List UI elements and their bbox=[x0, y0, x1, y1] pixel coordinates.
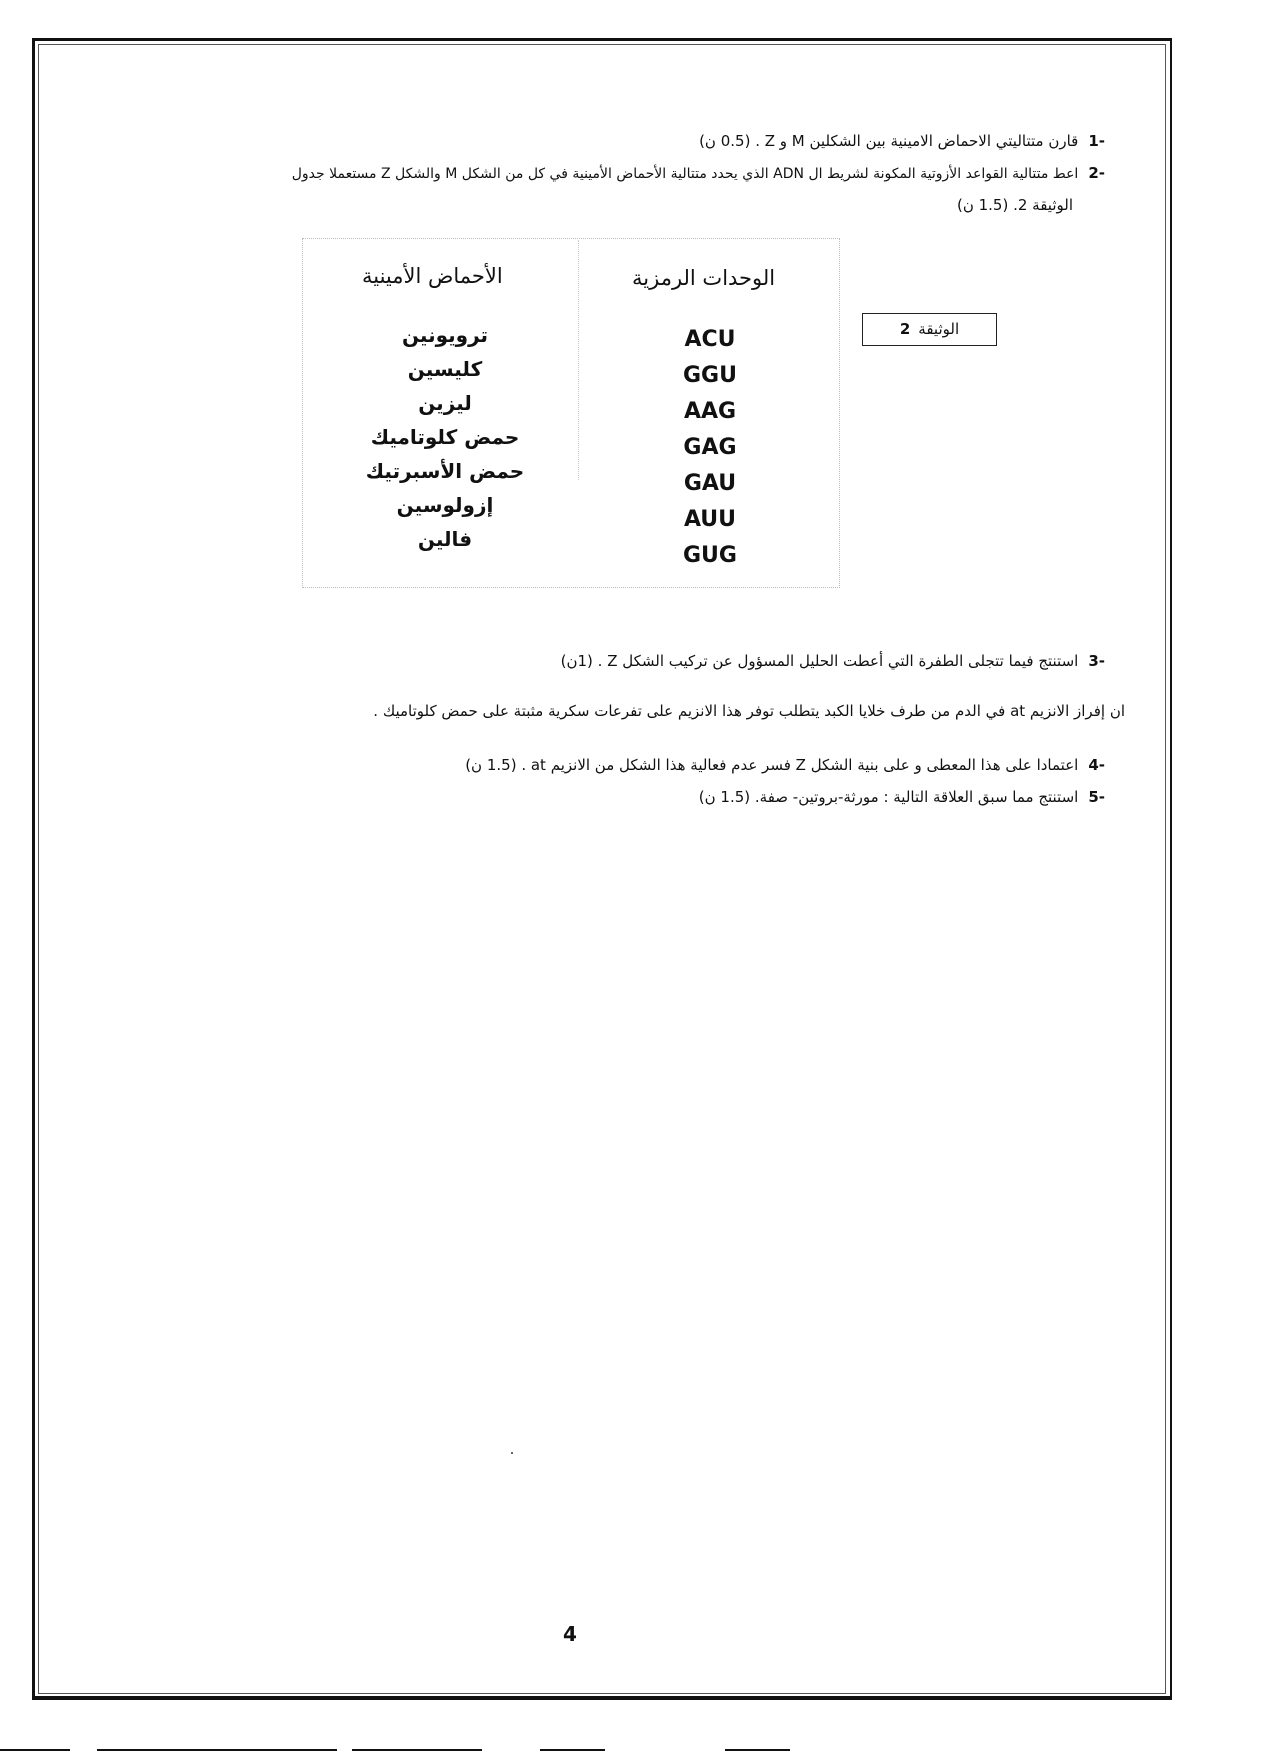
footer-rule bbox=[725, 1749, 790, 1751]
document-label-text: الوثيقة bbox=[918, 320, 960, 338]
header-codons: الوحدات الرمزية bbox=[632, 266, 776, 290]
footer-rule bbox=[352, 1749, 482, 1751]
amino-acid-item: حمض الأسبرتيك bbox=[365, 459, 525, 483]
scan-speck bbox=[511, 1452, 513, 1454]
header-amino-acids: الأحماض الأمينية bbox=[362, 264, 503, 288]
footer-rule bbox=[0, 1749, 70, 1751]
codon-item: GUG bbox=[683, 543, 737, 568]
amino-acid-item: كليسين bbox=[407, 357, 483, 381]
document-label-number: 2 bbox=[899, 320, 911, 338]
footer-rule bbox=[540, 1749, 605, 1751]
codon-item: GAG bbox=[683, 435, 737, 460]
question-4 bbox=[465, 756, 1105, 774]
question-4-text: اعتمادا على هذا المعطى و على بنية الشكل Z فسر عدم فعالية هذا الشكل من الانزيم at . (1.5 ن) bbox=[465, 756, 1079, 774]
page-number: 4 bbox=[563, 1622, 577, 1646]
amino-acid-item: فالين bbox=[417, 527, 473, 551]
codon-item: ACU bbox=[684, 327, 736, 352]
question-2-number: -2 bbox=[1088, 164, 1105, 182]
question-1 bbox=[699, 132, 1105, 150]
question-1-number: -1 bbox=[1088, 132, 1105, 150]
document-2-label bbox=[862, 313, 997, 346]
amino-acid-item: حمض كلوتاميك bbox=[370, 425, 520, 449]
amino-acid-item: ليزين bbox=[418, 391, 472, 415]
question-2-line2: الوثيقة 2. (1.5 ن) bbox=[956, 196, 1073, 214]
question-4-number: -4 bbox=[1088, 756, 1105, 774]
question-2 bbox=[292, 164, 1105, 182]
codon-list bbox=[650, 322, 770, 574]
question-3-number: -3 bbox=[1088, 652, 1105, 670]
question-5-number: -5 bbox=[1088, 788, 1105, 806]
amino-acid-item: إزولوسين bbox=[396, 493, 494, 517]
codon-item: GAU bbox=[683, 471, 737, 496]
question-1-text: قارن متتاليتي الاحماض الامينية بين الشكلين M و Z . (0.5 ن) bbox=[699, 132, 1079, 150]
question-5 bbox=[699, 788, 1105, 806]
table-column-divider bbox=[578, 240, 579, 480]
amino-acid-list bbox=[330, 318, 560, 556]
question-2-text-line1: اعط متتالية القواعد الأزوتية المكونة لشريط ال ADN الذي يحدد متتالية الأحماض الأمينية في كل من الشكل M والشكل Z مستعملا جدول bbox=[291, 166, 1079, 182]
question-5-text: استنتج مما سبق العلاقة التالية : مورثة-بروتين- صفة. (1.5 ن) bbox=[698, 788, 1079, 806]
codon-item: AUU bbox=[683, 507, 737, 532]
codon-item: GGU bbox=[683, 363, 737, 388]
footer-rule bbox=[97, 1749, 337, 1751]
amino-acid-item: ترويونين bbox=[401, 323, 489, 347]
question-3-text: استنتج فيما تتجلى الطفرة التي أعطت الحليل المسؤول عن تركيب الشكل Z . (1ن) bbox=[560, 652, 1079, 670]
codon-item: AAG bbox=[683, 399, 737, 424]
info-paragraph: ان إفراز الانزيم at في الدم من طرف خلايا الكبد يتطلب توفر هذا الانزيم على تفرعات سكرية مثبتة على حمض كلوتاميك . bbox=[373, 702, 1125, 720]
question-3 bbox=[561, 652, 1105, 670]
